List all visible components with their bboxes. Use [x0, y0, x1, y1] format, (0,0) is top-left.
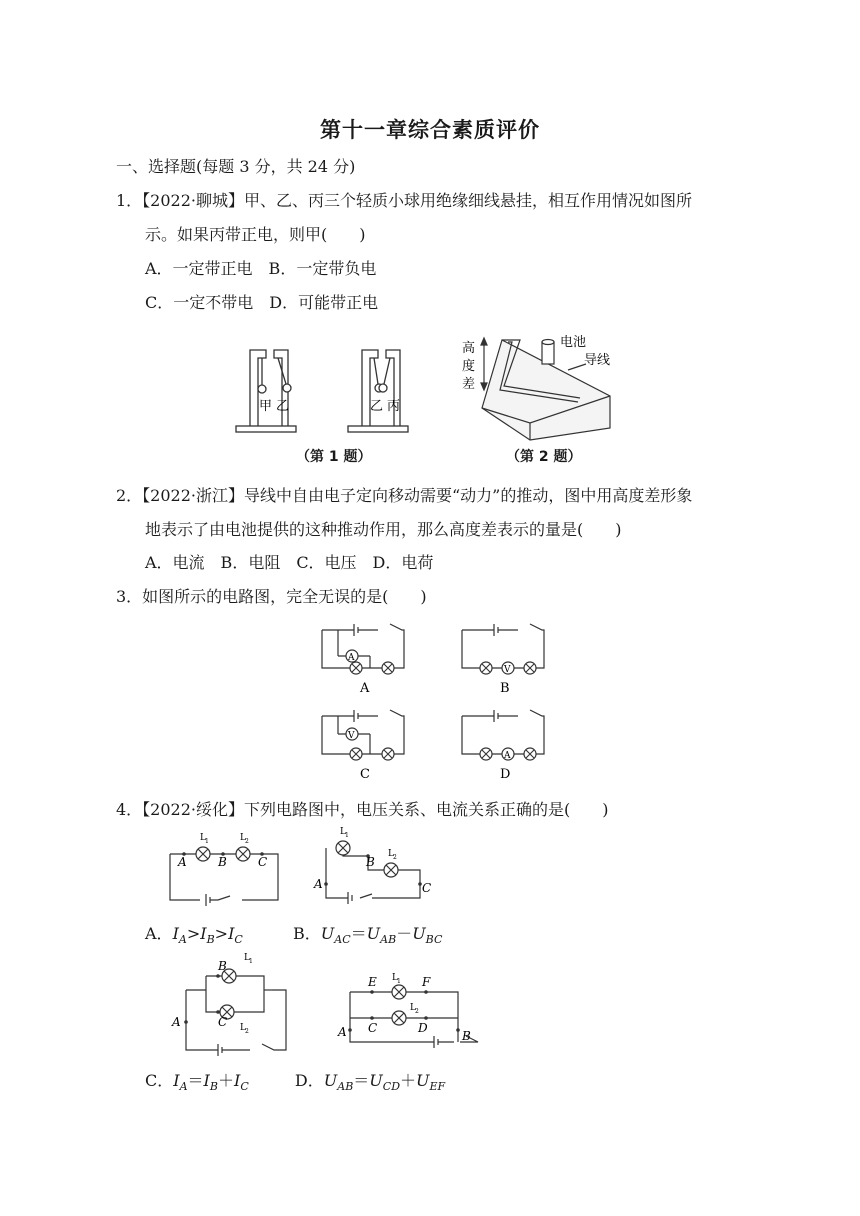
svg-text:L: L	[388, 849, 394, 859]
q4-b2: B	[366, 855, 375, 869]
q3-label-c: C	[360, 767, 370, 780]
q4-text: 4．【2022·绥化】下列电路图中，电压关系、电流关系正确的是( )	[116, 800, 609, 819]
svg-text:C: C	[218, 1015, 228, 1029]
svg-text:L: L	[340, 827, 346, 837]
svg-text:2: 2	[245, 1028, 249, 1035]
q1-options-ab: A．一定带正电 B．一定带负电	[145, 259, 377, 278]
svg-text:L: L	[244, 953, 250, 963]
q1-figure	[230, 340, 440, 440]
meter-a-1: A	[348, 653, 355, 663]
meter-v-2: V	[348, 731, 355, 741]
q3-label-a: A	[360, 681, 370, 696]
svg-text:B: B	[462, 1029, 471, 1043]
svg-text:D: D	[418, 1021, 428, 1035]
q3-label-d: D	[500, 767, 511, 780]
svg-text:2: 2	[245, 838, 249, 845]
svg-text:1: 1	[397, 978, 401, 985]
label-bing: 丙	[387, 399, 401, 414]
svg-text:B: B	[218, 959, 227, 973]
svg-text:2: 2	[393, 854, 397, 861]
svg-text:L: L	[392, 973, 398, 983]
q2-figure	[460, 328, 620, 443]
label-yi-1: 乙	[276, 399, 290, 414]
svg-text:C: C	[368, 1021, 378, 1035]
q4-options-ab: A．$I_A>I_B>I_C$ B．$U_{AC}=U_{AB}-U_{BC}$	[145, 924, 443, 947]
q4-options-cd: C．$I_A=I_B+I_C$ D．$U_{AB}=U_{CD}+U_{EF}$	[145, 1071, 446, 1094]
svg-text:1: 1	[345, 832, 349, 839]
label-jia: 甲	[259, 399, 273, 414]
q4-a1: A	[178, 855, 187, 869]
label-battery: 电池	[560, 335, 587, 350]
svg-text:L: L	[240, 833, 246, 843]
q4-c2: C	[422, 881, 432, 895]
q1-caption: （第 1 题）	[296, 449, 372, 465]
label-du: 度	[462, 359, 476, 374]
svg-text:A: A	[172, 1015, 181, 1029]
label-yi-2: 乙	[370, 399, 384, 414]
q1-options-cd: C．一定不带电 D．可能带正电	[145, 293, 379, 312]
page-title: 第十一章综合素质评价	[320, 118, 540, 142]
q3-figure	[318, 620, 558, 780]
svg-text:1: 1	[205, 838, 209, 845]
q2-text-line2: 地表示了由电池提供的这种推动作用，那么高度差表示的量是( )	[145, 520, 622, 539]
q1-text-line1: 1．【2022·聊城】甲、乙、丙三个轻质小球用绝缘细线悬挂，相互作用情况如图所	[116, 191, 692, 210]
q2-options: A．电流 B．电阻 C．电压 D．电荷	[145, 553, 434, 572]
meter-v-1: V	[504, 665, 511, 675]
q2-caption: （第 2 题）	[506, 449, 582, 465]
svg-text:F: F	[422, 975, 431, 989]
section-heading: 一、选择题(每题 3 分，共 24 分)	[116, 157, 356, 176]
q3-text: 3．如图所示的电路图，完全无误的是( )	[116, 587, 427, 606]
q4-figure-bottom	[164, 946, 484, 1058]
q4-a2: A	[314, 877, 323, 891]
label-wire: 导线	[584, 353, 611, 368]
svg-text:A: A	[338, 1025, 347, 1039]
svg-text:L: L	[410, 1003, 416, 1013]
svg-text:L: L	[200, 833, 206, 843]
meter-a-2: A	[504, 751, 511, 761]
q3-label-b: B	[500, 681, 510, 696]
svg-text:E: E	[368, 975, 377, 989]
q4-c1: C	[258, 855, 268, 869]
label-gao: 高	[462, 341, 476, 356]
q4-b1: B	[218, 855, 227, 869]
svg-text:1: 1	[249, 958, 253, 965]
svg-text:2: 2	[415, 1008, 419, 1015]
q4-figure-top	[160, 826, 450, 908]
svg-text:L: L	[240, 1023, 246, 1033]
q1-text-line2: 示。如果丙带正电，则甲( )	[145, 225, 366, 244]
q2-text-line1: 2．【2022·浙江】导线中自由电子定向移动需要“动力”的推动，图中用高度差形象	[116, 486, 693, 505]
label-cha: 差	[462, 377, 476, 392]
